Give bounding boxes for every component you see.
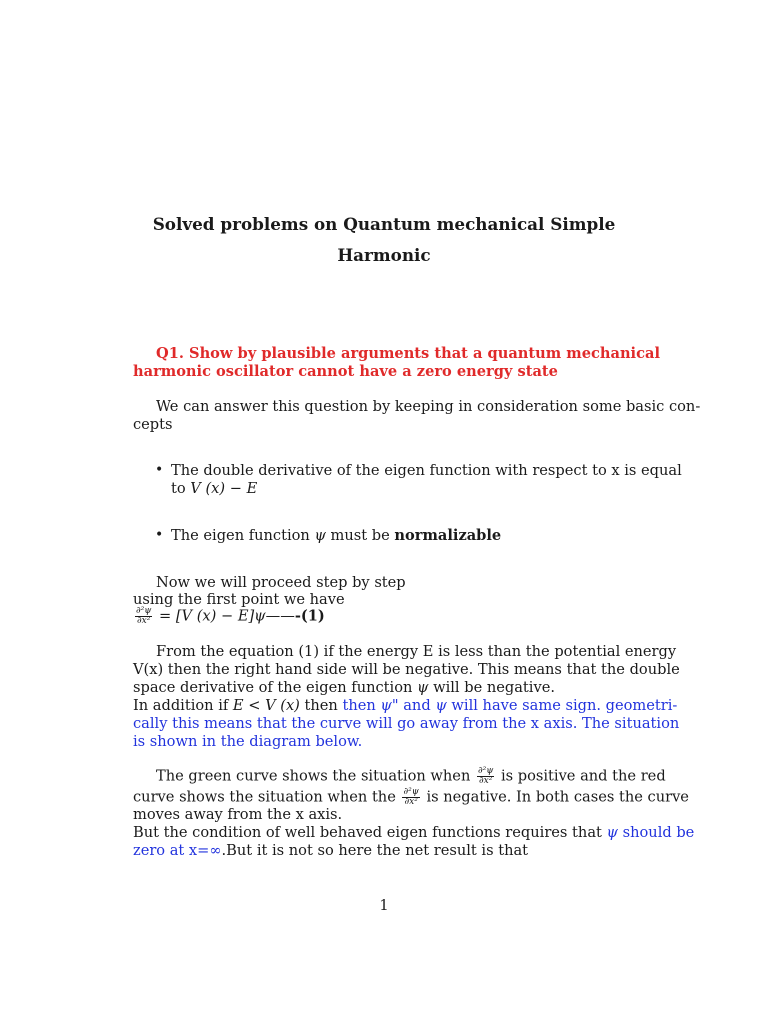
para1-line2: V(x) then the right hand side will be negative. This means that the double <box>133 661 680 678</box>
bullet1-prefix: to <box>171 480 191 497</box>
steps-line1: Now we will proceed step by step <box>156 574 406 591</box>
para1-line3-b: will be negative. <box>428 679 555 696</box>
bullet2-prefix: The eigen function <box>171 527 315 544</box>
para1-line6: is shown in the diagram below. <box>133 733 363 750</box>
bullet1-line1: The double derivative of the eigen function with respect to x is equal <box>171 462 682 479</box>
fraction-denominator: ∂x² <box>478 776 493 786</box>
second-derivative-fraction <box>477 767 494 786</box>
fraction-denominator: ∂x² <box>404 797 418 807</box>
para2-line1 <box>156 767 666 786</box>
fraction-numerator: ∂²ψ <box>136 606 152 616</box>
bullet2-line <box>171 527 501 545</box>
para1-blue-and: and <box>398 697 436 714</box>
para1-line4-b: then <box>299 697 343 714</box>
para1-blue-rest: will have same sign. geometri- <box>446 697 678 714</box>
para2-line4 <box>133 824 694 842</box>
question-line1: Q1. Show by plausible arguments that a quantum mechanical <box>156 345 660 362</box>
para2-line3: moves away from the x axis. <box>133 806 343 823</box>
para1-line4 <box>133 697 677 715</box>
para1-line5: cally this means that the curve will go away from the x axis. The situation <box>133 715 680 732</box>
bullet1-math: V (x) − E <box>190 480 258 497</box>
equation-dash: —— <box>265 607 295 625</box>
intro-line1: We can answer this question by keeping in consideration some basic con- <box>156 398 701 415</box>
bullet2-bold: normalizable <box>394 527 502 544</box>
equation-label: -(1) <box>294 607 325 625</box>
psi-symbol: ψ <box>606 824 618 841</box>
bullet-icon: • <box>155 462 164 478</box>
para2-line4-a: But the condition of well behaved eigen functions requires that <box>133 824 607 841</box>
bullet1-line2 <box>171 480 257 498</box>
intro-line2: cepts <box>133 416 173 433</box>
psi-symbol: ψ <box>314 527 326 544</box>
equation-fraction <box>135 607 152 626</box>
bullet2-mid: must be <box>325 527 395 544</box>
inequality-math: E < V (x) <box>232 697 300 714</box>
para1-line1: From the equation (1) if the energy E is less than the potential energy <box>156 643 677 660</box>
para2-line1-a: The green curve shows the situation when <box>156 767 475 785</box>
para2-line2 <box>133 788 689 807</box>
para2-line5 <box>133 842 528 860</box>
para2-line4-blue: should be <box>617 824 695 841</box>
para2-line2-b: is negative. In both cases the curve <box>421 788 689 806</box>
para2-line1-b: is positive and the red <box>496 767 666 785</box>
equation-rhs: = [V (x) − E]ψ <box>154 607 266 625</box>
steps-line2: using the first point we have <box>133 591 345 608</box>
para1-blue-then: then <box>342 697 381 714</box>
equation-1 <box>133 607 325 626</box>
para2-line2-a: curve shows the situation when the <box>133 788 401 806</box>
para2-line5-blue: zero at x=∞ <box>133 842 222 859</box>
para2-line5-b: .But it is not so here the net result is that <box>221 842 529 859</box>
second-derivative-fraction <box>402 788 419 807</box>
page-title-line2: Harmonic <box>337 245 431 265</box>
psi-symbol: ψ <box>417 679 429 696</box>
page-number: 1 <box>379 897 389 914</box>
para1-line4-a: In addition if <box>133 697 233 714</box>
bullet-icon: • <box>155 527 164 543</box>
page-title-line1: Solved problems on Quantum mechanical Simple <box>152 214 616 234</box>
para1-line3-a: space derivative of the eigen function <box>133 679 418 696</box>
para1-line3 <box>133 679 555 697</box>
question-line2: harmonic oscillator cannot have a zero energy state <box>133 363 558 380</box>
psi-double-prime: ψ" <box>380 697 399 714</box>
fraction-numerator: ∂²ψ <box>403 787 419 797</box>
fraction-numerator: ∂²ψ <box>477 766 494 776</box>
psi-symbol: ψ <box>435 697 447 714</box>
fraction-denominator: ∂x² <box>136 616 151 626</box>
